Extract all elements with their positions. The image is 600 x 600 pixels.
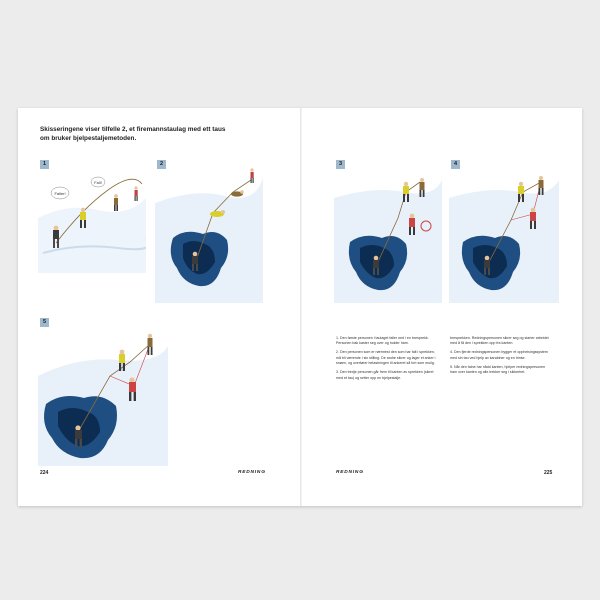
panel-number-badge: 2 — [157, 160, 166, 169]
step-paragraph: bresprekken. Redningspersonen sikrer seg og starter arbeidet med å få den i sprekken opp fra kanten. — [450, 336, 549, 346]
book-spread — [18, 108, 582, 506]
page-number-left: 224 — [40, 470, 49, 476]
spine-gutter — [300, 108, 302, 506]
illustration-panel-2 — [155, 158, 263, 303]
running-head-right: REDNING — [336, 470, 364, 475]
intro-caption: Skisseringene viser tilfelle 2, et firemannstaulag med ett taus om bruker bjelpestaljemetoden. — [40, 126, 226, 142]
crevasse-fall-illustration — [155, 158, 263, 303]
speech-bubble-2: Fall! — [94, 180, 102, 185]
hauling-out-illustration — [38, 316, 168, 466]
illustration-panel-4 — [449, 158, 559, 303]
step-paragraph: 5. Når den falne har nådd kanten, hjelper redningspersonen ham over kanten og alle trekker seg i sikkerhet. — [450, 364, 546, 375]
speech-bubble-1: Faller! — [54, 191, 66, 196]
page-number-right: 225 — [544, 470, 553, 476]
climber-3 — [114, 194, 118, 211]
pulley-system-illustration — [449, 158, 559, 303]
climber-4 — [250, 168, 253, 183]
rope-team-walking-illustration — [38, 158, 146, 273]
step-paragraph: 2. Den personen som er nærmest den som har falt i sprekken, må bli værende i sin stilling. De andre sikrer og lager et anker i snøen, og overfører belastningen til ankeret så fort som mulig. — [336, 350, 436, 366]
body-text-right-column — [450, 336, 552, 379]
body-text-left-column — [336, 336, 438, 385]
climber-4 — [134, 186, 137, 201]
anchor-climber — [148, 334, 153, 355]
illustration-panel-1 — [38, 158, 146, 273]
illustration-panel-5 — [38, 316, 168, 466]
panel-number-badge: 3 — [336, 160, 345, 169]
climber-3 — [231, 190, 244, 196]
anchor-setup-illustration — [334, 158, 442, 303]
panel-number-badge: 4 — [451, 160, 460, 169]
panel-number-badge: 1 — [40, 160, 49, 169]
illustration-panel-3 — [334, 158, 442, 303]
running-head-left: REDNING — [238, 470, 266, 475]
anchor-climber — [539, 176, 544, 195]
step-paragraph: 3. Den tredje personen går frem til kanten av sprekken (sikret med et tau) og setter opp en bjelpestalje. — [336, 370, 434, 380]
panel-number-badge: 5 — [40, 318, 49, 327]
step-paragraph: 1. Den første personen i taulaget faller ned i en bresprekk. Personen bak kaster seg over og holder ham. — [336, 336, 429, 346]
step-paragraph: 4. Den fjerde redningspersonen bygger et oppheisingssystem med sin tau ved hjelp av karabiner og en trinse. — [450, 350, 548, 360]
